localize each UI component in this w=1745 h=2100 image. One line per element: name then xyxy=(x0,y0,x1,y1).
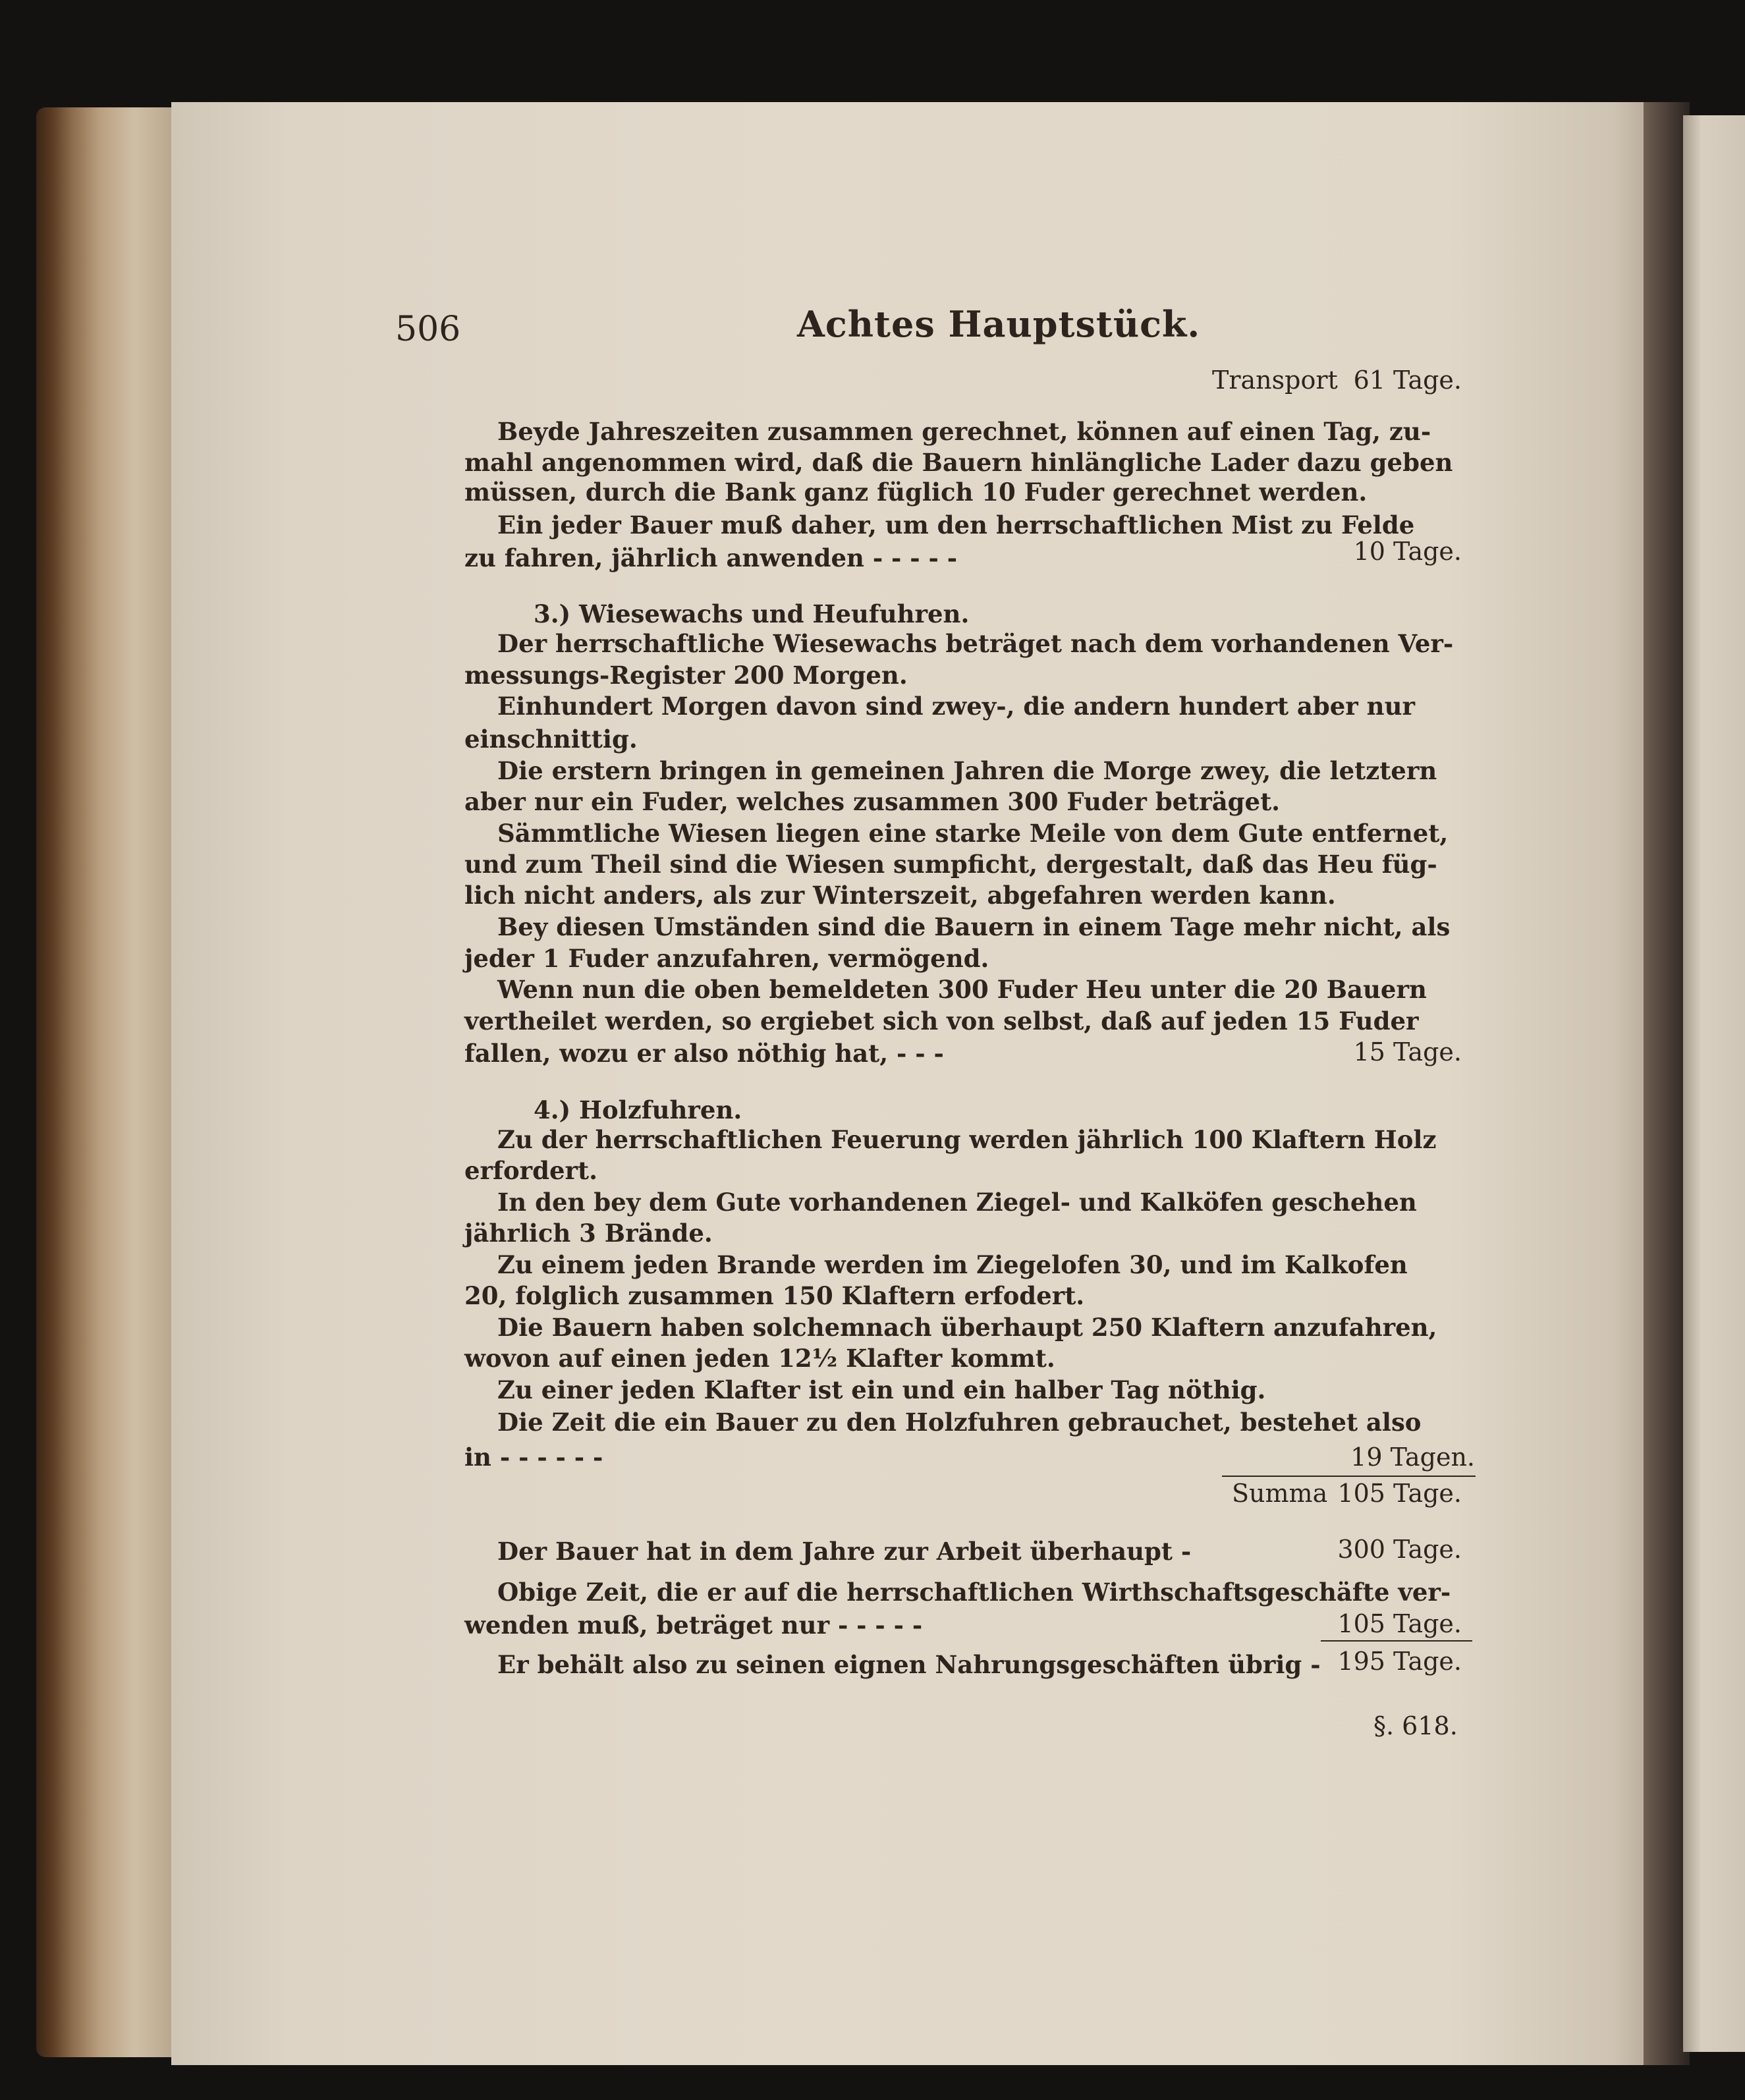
text-line: Zu der herrschaftlichen Feuerung werden jährlich 100 Klaftern Holz xyxy=(497,1125,1437,1154)
text-line: wovon auf einen jeden 12½ Klafter kommt. xyxy=(464,1344,1055,1373)
sum-rule xyxy=(1222,1476,1476,1477)
right-page-edge xyxy=(1683,115,1745,2052)
text-line: Die erstern bringen in gemeinen Jahren die Morge zwey, die letztern xyxy=(497,756,1437,785)
summa-value: 105 Tage. xyxy=(1337,1479,1462,1508)
text-line: 3.) Wiesewachs und Heufuhren. xyxy=(534,599,970,628)
difference-rule xyxy=(1321,1640,1472,1642)
text-line: Beyde Jahreszeiten zusammen gerechnet, können auf einen Tag, zu- xyxy=(497,417,1431,446)
text-line: zu fahren, jährlich anwenden - - - - - xyxy=(464,543,958,572)
text-line: Der Bauer hat in dem Jahre zur Arbeit überhaupt - xyxy=(497,1537,1192,1566)
text-line: Wenn nun die oben bemeldeten 300 Fuder Heu unter die 20 Bauern xyxy=(497,975,1427,1004)
text-line: jeder 1 Fuder anzufahren, vermögend. xyxy=(464,944,989,973)
transport-label: Transport xyxy=(1212,366,1338,395)
text-line: messungs-Register 200 Morgen. xyxy=(464,661,908,690)
text-line: müssen, durch die Bank ganz füglich 10 Fuder gerechnet werden. xyxy=(464,478,1368,507)
text-line: 4.) Holzfuhren. xyxy=(534,1095,742,1124)
text-line: Die Zeit die ein Bauer zu den Holzfuhren gebrauchet, bestehet also xyxy=(497,1408,1422,1437)
text-line: erfordert. xyxy=(464,1156,598,1185)
catchword: §. 618. xyxy=(1373,1711,1458,1740)
text-line: aber nur ein Fuder, welches zusammen 300 Fuder beträget. xyxy=(464,787,1281,816)
text-line: Er behält also zu seinen eignen Nahrungsgeschäften übrig - xyxy=(497,1650,1321,1679)
text-line: In den bey dem Gute vorhandenen Ziegel- und Kalköfen geschehen xyxy=(497,1188,1417,1217)
amount-remaining: 195 Tage. xyxy=(1337,1647,1462,1676)
text-line: 20, folglich zusammen 150 Klaftern erfodert. xyxy=(464,1281,1085,1310)
book xyxy=(36,102,1745,2072)
text-line: in - - - - - - xyxy=(464,1443,603,1472)
text-line: Bey diesen Umständen sind die Bauern in einem Tage mehr nicht, als xyxy=(497,912,1451,941)
text-line: Obige Zeit, die er auf die herrschaftlichen Wirthschaftsgeschäfte ver- xyxy=(497,1578,1451,1607)
amount-wood: 19 Tagen. xyxy=(1350,1443,1475,1472)
running-title: Achtes Hauptstück. xyxy=(797,303,1201,345)
text-line: jährlich 3 Brände. xyxy=(464,1219,713,1248)
text-line: Zu einem jeden Brande werden im Ziegelofen 30, und im Kalkofen xyxy=(497,1250,1408,1279)
summa-label: Summa xyxy=(1232,1479,1328,1508)
text-line: und zum Theil sind die Wiesen sumpficht, dergestalt, daß das Heu füg- xyxy=(464,850,1437,879)
amount-herrschaft: 105 Tage. xyxy=(1337,1609,1462,1638)
text-line: mahl angenommen wird, daß die Bauern hinlängliche Lader dazu geben xyxy=(464,448,1453,477)
book-block-edge xyxy=(36,107,194,2057)
amount-hay: 15 Tage. xyxy=(1353,1037,1462,1066)
text-line: Ein jeder Bauer muß daher, um den herrschaftlichen Mist zu Felde xyxy=(497,511,1415,539)
amount-dung: 10 Tage. xyxy=(1353,537,1462,566)
text-line: Die Bauern haben solchemnach überhaupt 250 Klaftern anzufahren, xyxy=(497,1313,1437,1342)
text-line: Sämmtliche Wiesen liegen eine starke Meile von dem Gute entfernet, xyxy=(497,819,1449,848)
text-line: vertheilet werden, so ergiebet sich von selbst, daß auf jeden 15 Fuder xyxy=(464,1007,1419,1036)
text-line: wenden muß, beträget nur - - - - - xyxy=(464,1611,923,1640)
page-number: 506 xyxy=(395,310,461,349)
amount-total-year: 300 Tage. xyxy=(1337,1535,1462,1564)
text-line: Einhundert Morgen davon sind zwey-, die andern hundert aber nur xyxy=(497,692,1415,721)
left-page xyxy=(171,102,1673,2065)
transport-value: 61 Tage. xyxy=(1353,366,1462,395)
text-line: Der herrschaftliche Wiesewachs beträget nach dem vorhandenen Ver- xyxy=(497,629,1454,658)
text-line: lich nicht anders, als zur Winterszeit, abgefahren werden kann. xyxy=(464,881,1336,910)
text-line: fallen, wozu er also nöthig hat, - - - xyxy=(464,1039,944,1068)
text-line: einschnittig. xyxy=(464,725,638,754)
text-line: Zu einer jeden Klafter ist ein und ein halber Tag nöthig. xyxy=(497,1375,1266,1404)
